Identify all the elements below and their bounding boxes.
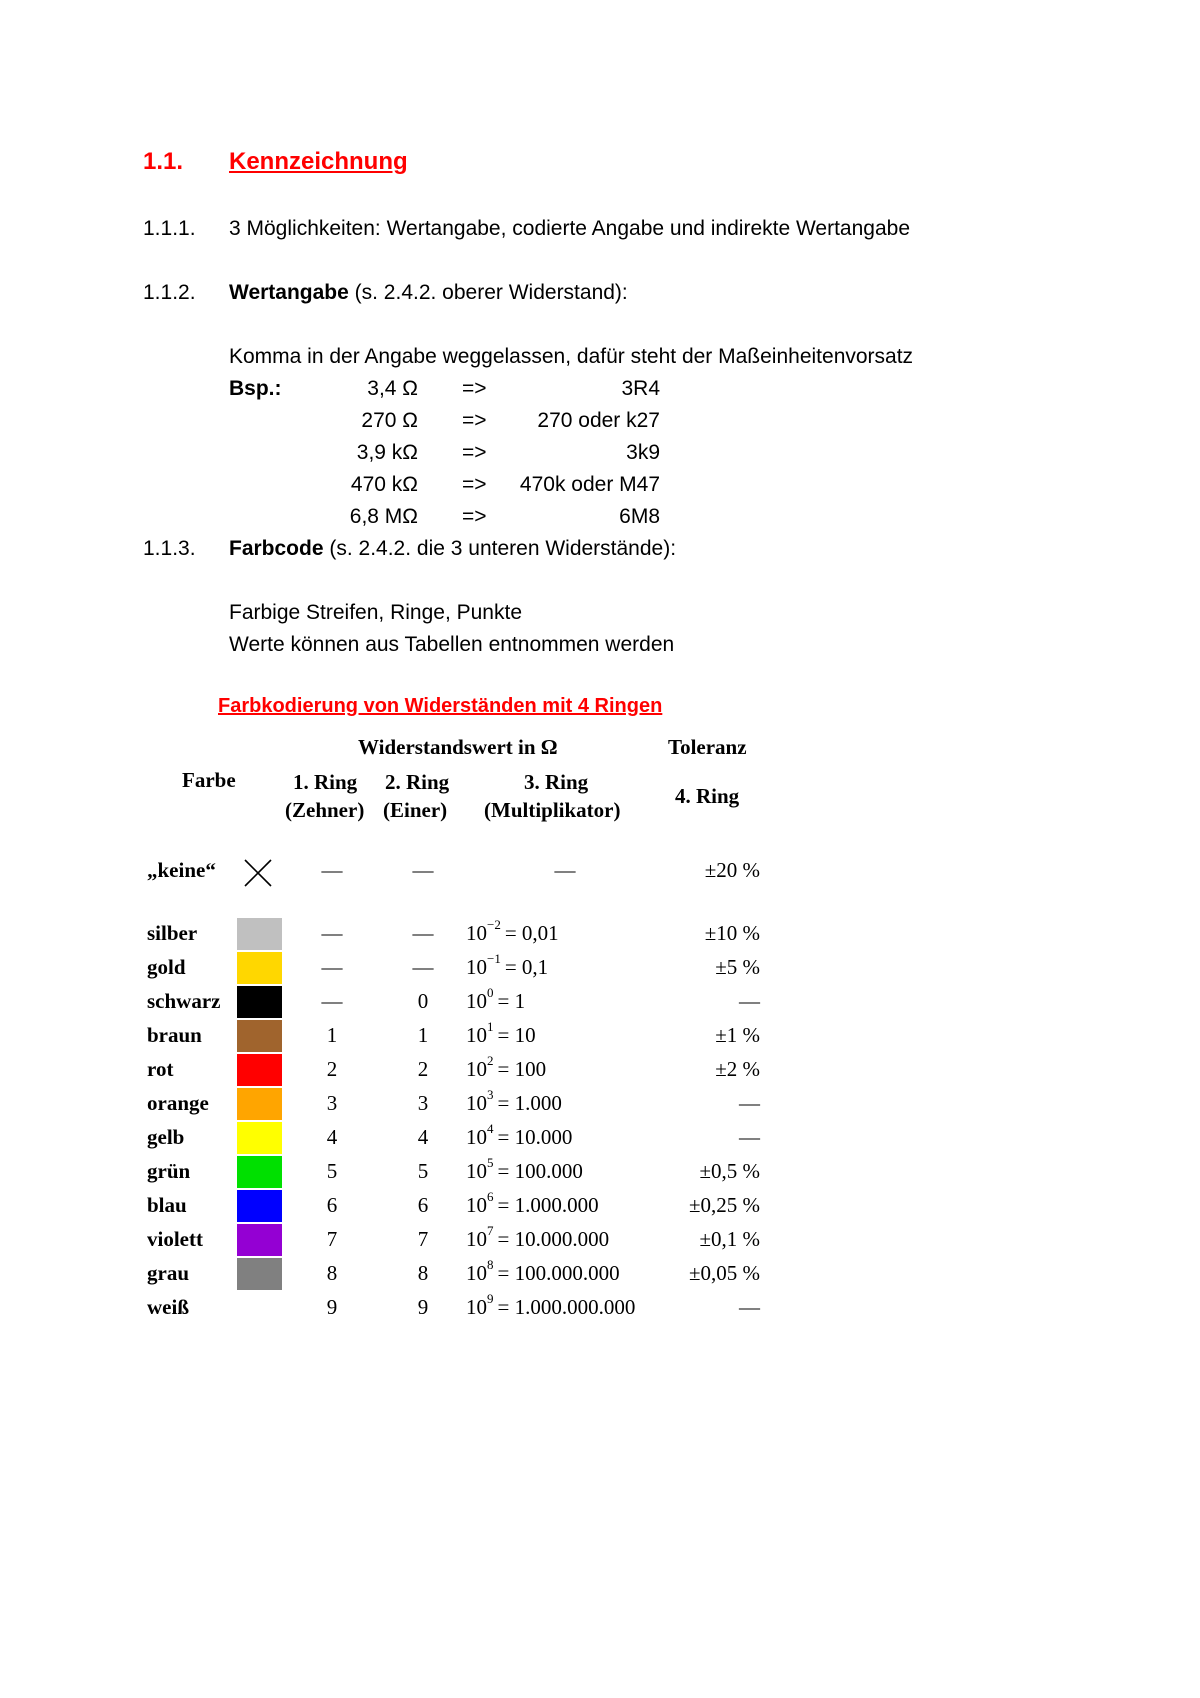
color-name: gelb [147, 1125, 185, 1149]
ring-2-digit: 9 [417, 1295, 429, 1319]
tolerance: — [739, 989, 760, 1013]
ring-2-digit: 1 [417, 1023, 429, 1047]
multiplier [466, 1053, 547, 1082]
color-name: gold [147, 955, 186, 979]
multiplier-value: = 0,01 [504, 921, 559, 945]
tolerance: ±1 % [715, 1023, 760, 1047]
multiplier-exponent: −1 [487, 951, 501, 966]
tolerance: — [739, 1091, 760, 1115]
ring-1-digit: 2 [326, 1057, 338, 1081]
ring-2-digit: 2 [417, 1057, 429, 1081]
ring-1-digit: — [321, 955, 343, 979]
multiplier [466, 1019, 536, 1048]
none-tolerance: ±20 % [704, 858, 760, 882]
subsection-number-113: 1.1.3. [143, 537, 196, 560]
color-name-none: „keine“ [147, 858, 216, 882]
multiplier-value: = 1 [497, 989, 526, 1013]
example-code: 3R4 [621, 377, 660, 400]
example-arrow: => [462, 441, 487, 464]
ring-1-digit: 4 [326, 1125, 338, 1149]
color-swatch [237, 1156, 282, 1188]
header-ring-1-sub: (Zehner) [285, 798, 365, 822]
farbcode-line-1: Farbige Streifen, Ringe, Punkte [229, 601, 522, 624]
header-ring-2-sub: (Einer) [383, 798, 448, 822]
tolerance: ±0,05 % [688, 1261, 760, 1285]
multiplier-base: 10 [466, 1057, 487, 1081]
header-tolerance: Toleranz [668, 735, 747, 759]
multiplier [466, 985, 526, 1014]
subsection-number-112: 1.1.2. [143, 281, 196, 304]
multiplier [466, 1291, 636, 1320]
section-number: 1.1. [143, 148, 184, 175]
ring-2-digit: 7 [417, 1227, 429, 1251]
multiplier-base: 10 [466, 1261, 487, 1285]
none-multiplier: — [554, 858, 576, 882]
multiplier-base: 10 [466, 921, 487, 945]
subsection-number-111: 1.1.1. [143, 217, 196, 240]
multiplier-exponent: 8 [487, 1257, 494, 1272]
multiplier-value: = 1.000.000 [497, 1193, 599, 1217]
multiplier [466, 1121, 573, 1150]
multiplier-exponent: 1 [487, 1019, 494, 1034]
color-name: blau [147, 1193, 187, 1217]
multiplier-base: 10 [466, 1193, 487, 1217]
example-code: 6M8 [619, 505, 660, 528]
color-swatch [237, 1054, 282, 1086]
example-value: 470 kΩ [350, 473, 418, 496]
ring-1-digit: — [321, 989, 343, 1013]
multiplier [466, 1087, 562, 1116]
multiplier-value: = 1.000 [497, 1091, 562, 1115]
multiplier-exponent: 7 [487, 1223, 494, 1238]
header-ring-4: 4. Ring [675, 784, 740, 808]
ring-1-digit: 9 [326, 1295, 338, 1319]
multiplier [466, 951, 549, 980]
ring-2-digit: 4 [417, 1125, 429, 1149]
color-swatch [237, 952, 282, 984]
ring-1-digit: 8 [326, 1261, 338, 1285]
color-swatch [237, 1088, 282, 1120]
multiplier-value: = 10 [497, 1023, 536, 1047]
tolerance: ±0,25 % [688, 1193, 760, 1217]
tolerance: ±2 % [715, 1057, 760, 1081]
example-value: 3,4 Ω [367, 377, 418, 400]
example-arrow: => [462, 409, 487, 432]
example-label: Bsp.: [229, 377, 282, 400]
ring-1-digit: 6 [326, 1193, 338, 1217]
multiplier-exponent: 4 [487, 1121, 494, 1136]
header-ring-3-sub: (Multiplikator) [484, 798, 621, 822]
color-name: silber [147, 921, 198, 945]
subsection-rest-113: (s. 2.4.2. die 3 unteren Widerstände): [323, 537, 677, 560]
ring-2-digit: 0 [417, 989, 429, 1013]
multiplier-base: 10 [466, 989, 487, 1013]
multiplier-base: 10 [466, 1159, 487, 1183]
color-swatch [237, 1122, 282, 1154]
color-swatch [237, 1292, 282, 1324]
example-code: 3k9 [626, 441, 660, 464]
color-name: grau [147, 1261, 189, 1285]
multiplier-value: = 100.000.000 [497, 1261, 620, 1285]
multiplier-base: 10 [466, 1091, 487, 1115]
table-title: Farbkodierung von Widerständen mit 4 Ringen [218, 695, 663, 717]
tolerance: ±10 % [704, 921, 760, 945]
multiplier-value: = 100 [497, 1057, 547, 1081]
color-swatch [237, 1190, 282, 1222]
example-value: 270 Ω [361, 409, 418, 432]
ring-2-digit: 6 [417, 1193, 429, 1217]
ring-2-digit: — [412, 955, 434, 979]
tolerance: — [739, 1295, 760, 1319]
multiplier-value: = 10.000 [497, 1125, 573, 1149]
color-name: schwarz [147, 989, 221, 1013]
example-code: 470k oder M47 [519, 473, 660, 496]
multiplier [466, 1189, 599, 1218]
example-arrow: => [462, 505, 487, 528]
subsection-text-111: 3 Möglichkeiten: Wertangabe, codierte Angabe und indirekte Wertangabe [229, 217, 911, 240]
subsection-bold-112: Wertangabe [229, 281, 349, 304]
multiplier-value: = 0,1 [504, 955, 549, 979]
header-resistance-value: Widerstandswert in Ω [358, 735, 558, 759]
multiplier [466, 1257, 620, 1286]
subsection-bold-113: Farbcode [229, 537, 324, 560]
multiplier [466, 1223, 610, 1252]
example-value: 6,8 MΩ [349, 505, 418, 528]
none-ring-2: — [412, 858, 434, 882]
multiplier [466, 917, 559, 946]
color-swatch [237, 1258, 282, 1290]
multiplier [466, 1155, 583, 1184]
subsection-rest-112: (s. 2.4.2. oberer Widerstand): [348, 281, 628, 304]
color-name: grün [147, 1159, 191, 1183]
ring-2-digit: 8 [417, 1261, 429, 1285]
multiplier-value: = 10.000.000 [497, 1227, 610, 1251]
ring-1-digit: — [321, 921, 343, 945]
tolerance: ±0,5 % [699, 1159, 760, 1183]
section-title: Kennzeichnung [229, 148, 408, 175]
subsection-heading-113 [229, 537, 676, 561]
ring-2-digit: 5 [417, 1159, 429, 1183]
tolerance: — [739, 1125, 760, 1149]
ring-2-digit: 3 [417, 1091, 429, 1115]
color-name: orange [147, 1091, 209, 1115]
ring-1-digit: 5 [326, 1159, 338, 1183]
color-swatch [237, 918, 282, 950]
color-swatch [237, 1020, 282, 1052]
header-color: Farbe [182, 768, 236, 792]
multiplier-value: = 1.000.000.000 [497, 1295, 636, 1319]
color-name: weiß [147, 1295, 189, 1319]
multiplier-exponent: 5 [487, 1155, 494, 1170]
color-swatch [237, 1224, 282, 1256]
multiplier-base: 10 [466, 1125, 487, 1149]
no-ring-cross-icon [243, 858, 273, 888]
multiplier-exponent: 9 [487, 1291, 494, 1306]
ring-1-digit: 1 [326, 1023, 338, 1047]
multiplier-exponent: −2 [487, 917, 501, 932]
wertangabe-note: Komma in der Angabe weggelassen, dafür steht der Maßeinheitenvorsatz [229, 345, 914, 368]
multiplier-value: = 100.000 [497, 1159, 583, 1183]
ring-1-digit: 3 [326, 1091, 338, 1115]
multiplier-base: 10 [466, 1295, 487, 1319]
example-arrow: => [462, 473, 487, 496]
color-name: braun [147, 1023, 202, 1047]
multiplier-exponent: 3 [487, 1087, 494, 1102]
multiplier-exponent: 2 [487, 1053, 494, 1068]
example-arrow: => [462, 377, 487, 400]
header-ring-3: 3. Ring [524, 770, 589, 794]
multiplier-base: 10 [466, 955, 487, 979]
color-name: rot [147, 1057, 174, 1081]
multiplier-exponent: 0 [487, 985, 494, 1000]
color-swatch [237, 986, 282, 1018]
multiplier-base: 10 [466, 1227, 487, 1251]
ring-2-digit: — [412, 921, 434, 945]
example-code: 270 oder k27 [537, 409, 660, 432]
farbcode-line-2: Werte können aus Tabellen entnommen werden [229, 633, 675, 656]
multiplier-base: 10 [466, 1023, 487, 1047]
multiplier-exponent: 6 [487, 1189, 494, 1204]
subsection-heading-112 [229, 281, 628, 305]
ring-1-digit: 7 [326, 1227, 338, 1251]
color-name: violett [147, 1227, 203, 1251]
example-value: 3,9 kΩ [356, 441, 418, 464]
header-ring-2: 2. Ring [385, 770, 450, 794]
header-ring-1: 1. Ring [293, 770, 358, 794]
tolerance: ±5 % [715, 955, 760, 979]
tolerance: ±0,1 % [699, 1227, 760, 1251]
none-ring-1: — [321, 858, 343, 882]
